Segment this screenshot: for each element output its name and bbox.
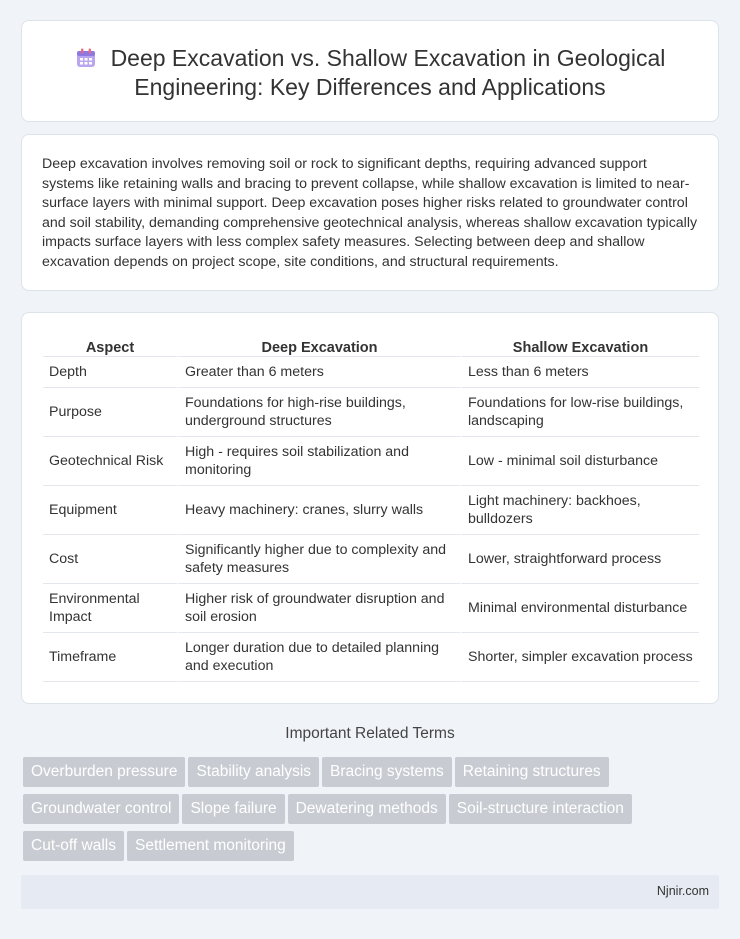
table-row: [43, 486, 699, 535]
related-term-tag[interactable]: Bracing systems: [322, 757, 452, 787]
footer-bar: [21, 875, 719, 909]
related-term-tag[interactable]: Soil-structure interaction: [449, 794, 632, 824]
deep-cell: Significantly higher due to complexity and safety measures: [177, 535, 460, 584]
intro-paragraph: Deep excavation involves removing soil or rock to significant depths, requiring advanced support systems like retaining walls and bracing to prevent collapse, while shallow excavation is limited to near-surface layers with minimal support. Deep excavation poses higher risks related to groundwater control and soil stability, demanding comprehensive geotechnical analysis, whereas shallow excavation typically impacts surface layers with less complex safety measures. Selecting between deep and shallow excavation depends on project scope, site conditions, and structural requirements.: [42, 156, 698, 270]
header-aspect: Aspect: [43, 335, 177, 357]
table-header-row: [43, 335, 699, 357]
table-row: [43, 584, 699, 633]
shallow-cell: Low - minimal soil disturbance: [460, 437, 699, 486]
related-terms-heading: Important Related Terms: [285, 725, 455, 742]
deep-cell: Heavy machinery: cranes, slurry walls: [177, 486, 460, 535]
title-line-2: Engineering: Key Differences and Applications: [134, 74, 606, 100]
calendar-icon: [75, 47, 97, 69]
footer-site-link[interactable]: Njnir.com: [656, 884, 709, 898]
table-row: [43, 535, 699, 584]
related-term-tag[interactable]: Dewatering methods: [288, 794, 446, 824]
aspect-cell: Purpose: [43, 388, 177, 437]
aspect-cell: Geotechnical Risk: [43, 437, 177, 486]
deep-cell: Foundations for high-rise buildings, underground structures: [177, 388, 460, 437]
table-row: [43, 437, 699, 486]
aspect-cell: Equipment: [43, 486, 177, 535]
related-term-tag[interactable]: Cut-off walls: [23, 831, 124, 861]
shallow-cell: Shorter, simpler excavation process: [460, 633, 699, 682]
comparison-table: [43, 335, 699, 682]
title-card: [21, 20, 719, 122]
related-term-tag[interactable]: Settlement monitoring: [127, 831, 294, 861]
table-row: [43, 633, 699, 682]
related-term-tag[interactable]: Groundwater control: [23, 794, 179, 824]
table-row: [43, 388, 699, 437]
related-term-tag[interactable]: Stability analysis: [188, 757, 319, 787]
related-term-tag[interactable]: Retaining structures: [455, 757, 609, 787]
table-row: [43, 357, 699, 388]
aspect-cell: Depth: [43, 357, 177, 388]
shallow-cell: Foundations for low-rise buildings, landscaping: [460, 388, 699, 437]
aspect-cell: Timeframe: [43, 633, 177, 682]
aspect-cell: Cost: [43, 535, 177, 584]
shallow-cell: Less than 6 meters: [460, 357, 699, 388]
page-title: [22, 44, 718, 102]
aspect-cell: Environmental Impact: [43, 584, 177, 633]
related-term-tag[interactable]: Overburden pressure: [23, 757, 185, 787]
related-term-tag[interactable]: Slope failure: [182, 794, 284, 824]
comparison-card: [21, 312, 719, 704]
header-shallow: Shallow Excavation: [460, 335, 699, 357]
deep-cell: Longer duration due to detailed planning and execution: [177, 633, 460, 682]
header-deep: Deep Excavation: [177, 335, 460, 357]
deep-cell: Higher risk of groundwater disruption and soil erosion: [177, 584, 460, 633]
shallow-cell: Minimal environmental disturbance: [460, 584, 699, 633]
intro-card: [21, 134, 719, 291]
related-terms-list: [23, 757, 723, 868]
shallow-cell: Lower, straightforward process: [460, 535, 699, 584]
title-line-1: Deep Excavation vs. Shallow Excavation in Geological: [110, 45, 666, 71]
deep-cell: Greater than 6 meters: [177, 357, 460, 388]
shallow-cell: Light machinery: backhoes, bulldozers: [460, 486, 699, 535]
deep-cell: High - requires soil stabilization and monitoring: [177, 437, 460, 486]
